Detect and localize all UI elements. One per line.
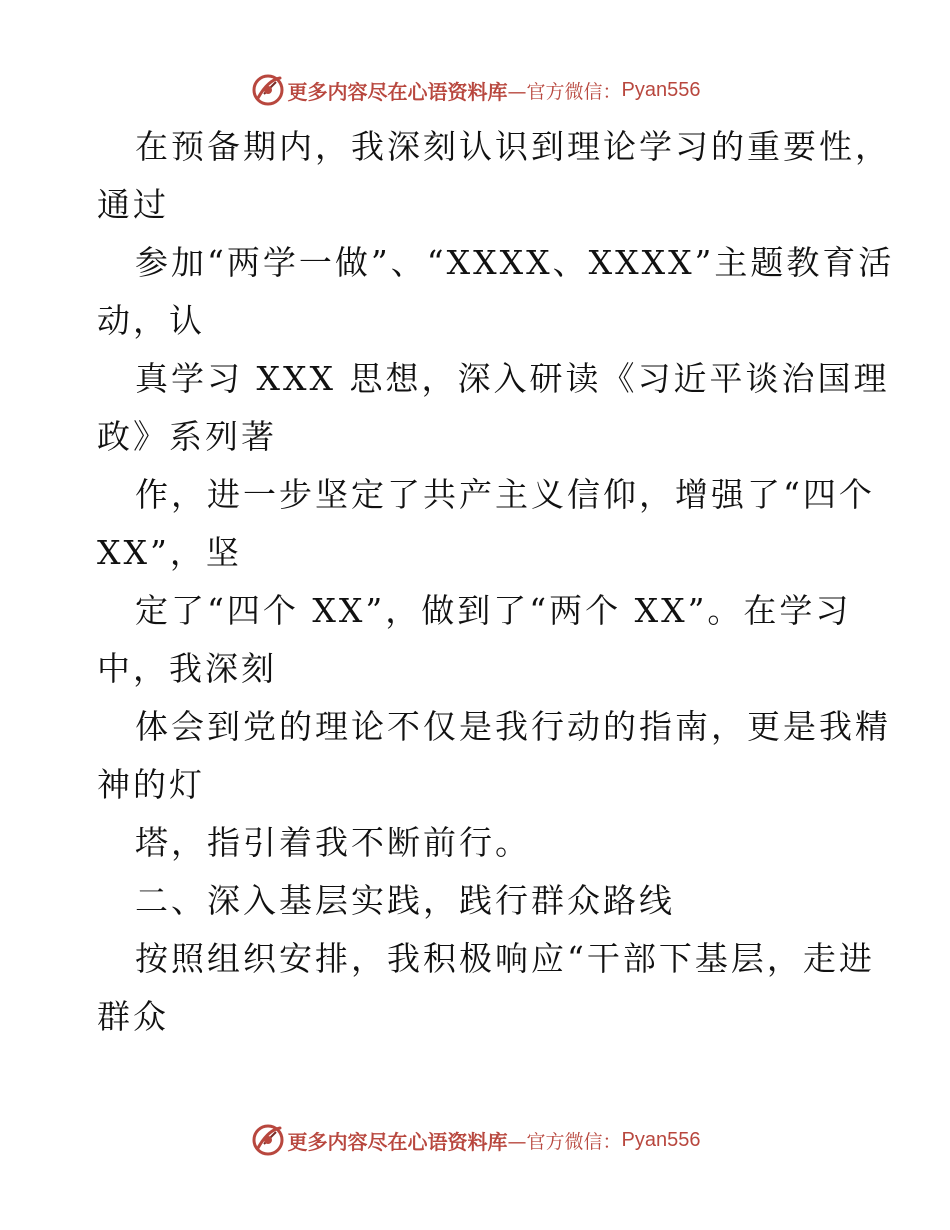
logo-icon (250, 1122, 286, 1158)
footer-watermark-banner (0, 1120, 950, 1160)
paragraph-line: 群众 (97, 997, 169, 1036)
section-heading: 二、深入基层实践，践行群众路线 (135, 881, 675, 920)
banner-sub-text: —官方微信： (507, 80, 622, 103)
banner-main-text: 更多内容尽在心语资料库 (287, 1129, 508, 1154)
paragraph-line: 政》系列著 (97, 417, 277, 456)
paragraph-line: 塔，指引着我不断前行。 (135, 823, 531, 862)
paragraph-line: 体会到党的理论不仅是我行动的指南，更是我精 (135, 707, 891, 746)
banner-sub-text: —官方微信： (507, 1130, 622, 1153)
banner-main-text: 更多内容尽在心语资料库 (287, 79, 508, 104)
header-watermark-banner (0, 70, 950, 110)
banner-brand-text: Pyan556 (621, 78, 701, 101)
document-body (97, 118, 897, 1046)
paragraph-line: XX”，坚 (97, 533, 242, 572)
paragraph-line: 通过 (97, 185, 169, 224)
logo-icon (250, 72, 286, 108)
paragraph-line: 中，我深刻 (97, 649, 277, 688)
banner-brand-text: Pyan556 (621, 1128, 701, 1151)
paragraph-line: 定了“四个 XX”，做到了“两个 XX”。在学习 (135, 591, 852, 630)
paragraph-line: 动，认 (97, 301, 205, 340)
paragraph-line: 在预备期内，我深刻认识到理论学习的重要性， (135, 127, 891, 166)
paragraph-line: 参加“两学一做”、“XXXX、XXXX”主题教育活 (135, 243, 895, 282)
paragraph-line: 真学习 XXX 思想，深入研读《习近平谈治国理 (135, 359, 890, 398)
paragraph-line: 按照组织安排，我积极响应“干部下基层，走进 (135, 939, 875, 978)
paragraph-line: 神的灯 (97, 765, 205, 804)
paragraph-line: 作，进一步坚定了共产主义信仰，增强了“四个 (135, 475, 875, 514)
